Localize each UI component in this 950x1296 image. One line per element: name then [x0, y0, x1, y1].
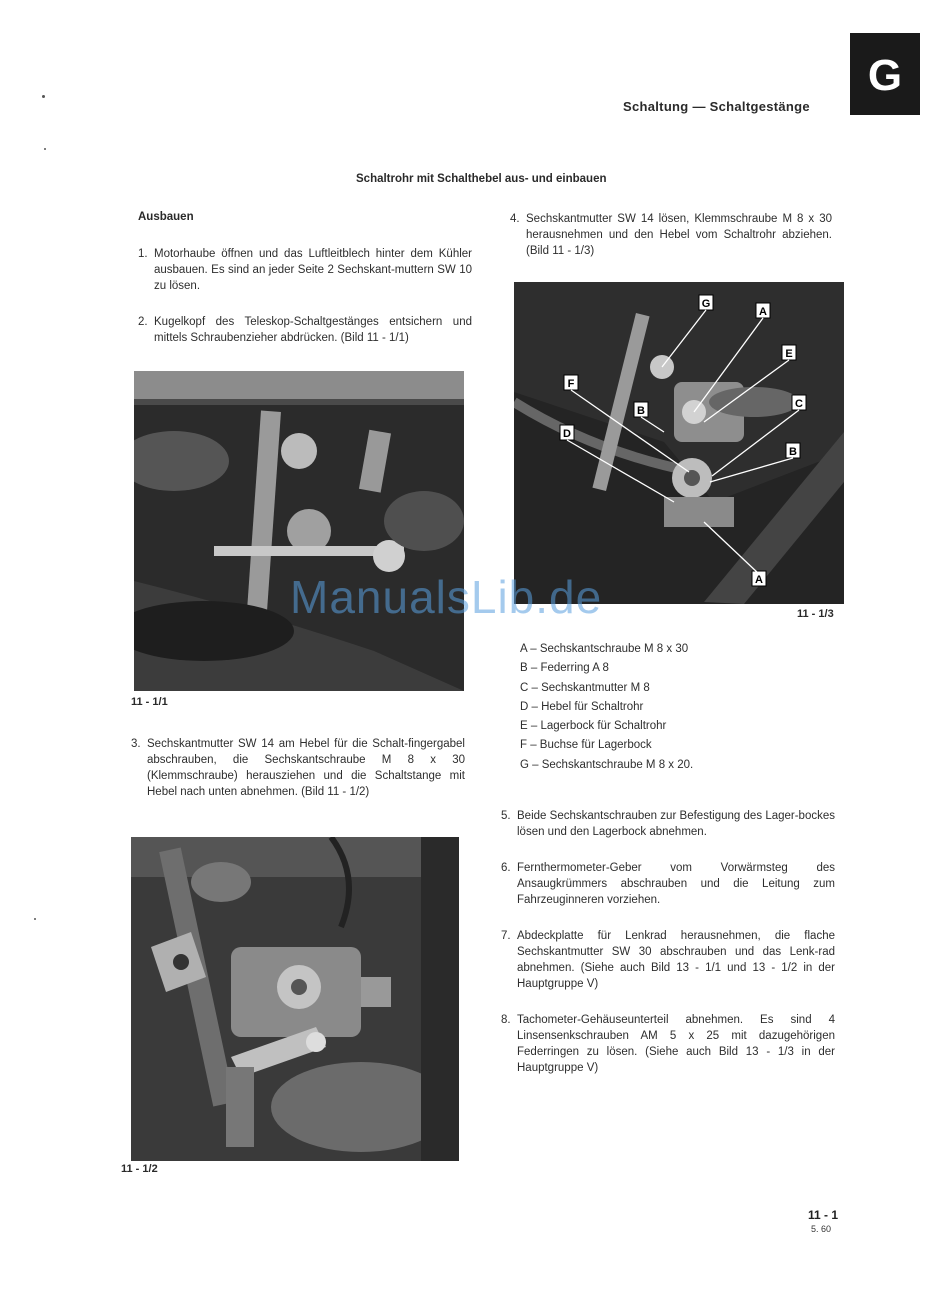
callout-label: C [795, 398, 803, 410]
step-2 [138, 314, 472, 348]
step-number: 7. [501, 930, 511, 942]
scan-speck [34, 918, 36, 920]
step-number: 8. [501, 1014, 511, 1026]
step-5 [501, 808, 835, 842]
legend-item: E – Lagerbock für Schaltrohr [520, 720, 667, 733]
figure-photo-11-1-2 [131, 837, 459, 1161]
scan-speck [44, 148, 46, 150]
figure-caption: 11 - 1/1 [131, 696, 168, 708]
step-number: 3. [131, 738, 141, 750]
step-number: 4. [510, 213, 520, 225]
callout-label: B [789, 446, 797, 458]
step-number: 5. [501, 810, 511, 822]
watermark: ManualsLib.de [290, 571, 603, 623]
figure-caption: 11 - 1/2 [121, 1163, 158, 1175]
callout-label: A [755, 574, 763, 586]
step-number: 2. [138, 316, 148, 328]
figure-photo-11-1-1 [134, 371, 464, 691]
step-4 [510, 211, 832, 259]
callout-label: D [563, 428, 571, 440]
subsection-heading: Ausbauen [138, 211, 194, 223]
callout-label: E [785, 348, 793, 360]
callout-label: G [701, 298, 711, 310]
step-1 [138, 246, 472, 294]
legend-item: B – Federring A 8 [520, 662, 609, 675]
step-text: Beide Sechskantschrauben zur Befestigung des Lager-bockes lösen und den Lagerbock abnehmen. [517, 810, 835, 838]
figure-caption: 11 - 1/3 [797, 608, 834, 620]
step-text: Abdeckplatte für Lenkrad herausnehmen, die flache Sechskantmutter SW 30 abschrauben und das Lenk-rad abnehmen. (Siehe auch Bild 13 - 1/1 und 13 - 1/2 in der Hauptgruppe V) [517, 930, 835, 990]
legend-item: F – Buchse für Lagerbock [520, 739, 652, 752]
step-text: Sechskantmutter SW 14 am Hebel für die Schalt-fingergabel abschrauben, die Sechskantschraube M 8 x 30 (Klemmschraube) herausziehen und die Schaltstange mit Hebel nach unten abnehmen. (Bild 11 - 1/2) [147, 738, 465, 798]
step-text: Motorhaube öffnen und das Luftleitblech hinter dem Kühler ausbauen. Es sind an jeder Seite 2 Sechskant-muttern SW 10 zu lösen. [154, 248, 472, 292]
section-tab: G [850, 33, 920, 115]
callout-label: A [759, 306, 767, 318]
step-number: 1. [138, 248, 148, 260]
legend-item: C – Sechskantmutter M 8 [520, 681, 650, 694]
step-text: Sechskantmutter SW 14 lösen, Klemmschraube M 8 x 30 herausnehmen und den Hebel vom Schaltrohr abziehen. (Bild 11 - 1/3) [526, 213, 832, 257]
figure-legend [520, 640, 693, 775]
page-number: 11 - 1 [808, 1208, 839, 1222]
figure-photo-11-1-3 [514, 282, 844, 604]
section-header: Schaltung — Schaltgestänge [623, 99, 810, 114]
callout-label: F [567, 378, 575, 390]
step-7 [501, 928, 835, 994]
legend-item: A – Sechskantschraube M 8 x 30 [520, 643, 689, 655]
step-8 [501, 1012, 835, 1078]
legend-item: G – Sechskantschraube M 8 x 20. [520, 758, 694, 771]
step-text: Fernthermometer-Geber vom Vorwärmsteg des Ansaugkrümmers abschrauben und die Leitung zum Fahrzeuginneren vorziehen. [517, 862, 835, 906]
page-date: 5. 60 [811, 1224, 832, 1234]
step-text: Kugelkopf des Teleskop-Schaltgestänges entsichern und mittels Schraubenzieher abdrücken. (Bild 11 - 1/1) [154, 316, 472, 344]
legend-item: D – Hebel für Schaltrohr [520, 700, 644, 713]
scan-speck [42, 95, 45, 98]
step-number: 6. [501, 862, 511, 874]
step-3 [131, 736, 465, 816]
callout-label: B [637, 405, 645, 417]
page-title: Schaltrohr mit Schalthebel aus- und einbauen [356, 173, 607, 185]
step-text: Tachometer-Gehäuseunterteil abnehmen. Es sind 4 Linsensenkschrauben AM 5 x 25 mit dazugehörigen Federringen zu lösen. (Siehe auch Bild 13 - 1/3 in der Hauptgruppe V) [517, 1014, 835, 1074]
step-6 [501, 860, 835, 910]
